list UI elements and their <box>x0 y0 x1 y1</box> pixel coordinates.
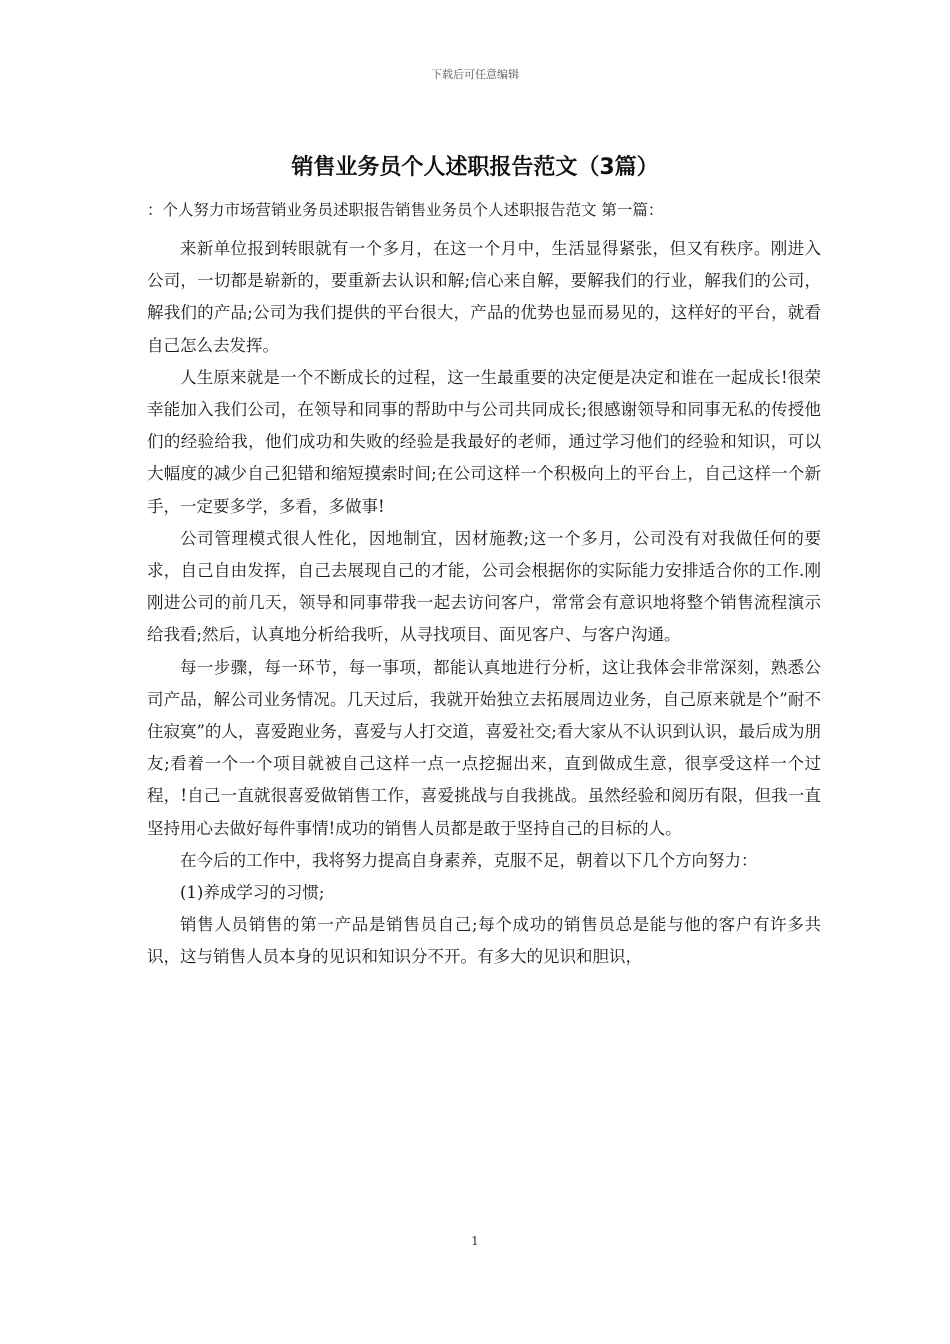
page-number: 1 <box>471 1234 479 1248</box>
paragraph-3: 公司管理模式很人性化，因地制宜，因材施教;这一个多月，公司没有对我做任何的要求，自己自由发挥，自己去展现自己的才能，公司会根据你的实际能力安排适合你的工作.刚刚进公司的前几天，领导和同事带我一起去访问客户，常常会有意识地将整个销售流程演示给我看;然后，认真地分析给我听，从寻找项目、面见客户、与客户沟通。 <box>147 528 821 645</box>
paragraph-6: (1)养成学习的习惯; <box>180 883 325 903</box>
paragraph-2: 人生原来就是一个不断成长的过程，这一生最重要的决定便是决定和谁在一起成长!很荣幸能加入我们公司，在领导和同事的帮助中与公司共同成长;很感谢领导和同事无私的传授他们的经验给我，他们成功和失败的经验是我最好的老师，通过学习他们的经验和知识，可以大幅度的减少自己犯错和缩短摸索时间;在公司这样一个积极向上的平台上，自己这样一个新手，一定要多学，多看，多做事! <box>147 367 821 516</box>
page-header-note: 下载后可任意编辑 <box>431 68 519 81</box>
paragraph-1: 来新单位报到转眼就有一个多月，在这一个月中，生活显得紧张，但又有秩序。刚进入公司，一切都是崭新的，要重新去认识和解;信心来自解，要解我们的行业，解我们的公司，解我们的产品;公司为我们提供的平台很大，产品的优势也显而易见的，这样好的平台，就看自己怎么去发挥。 <box>147 239 821 355</box>
paragraph-7: 销售人员销售的第一产品是销售员自己;每个成功的销售员总是能与他的客户有许多共识，这与销售人员本身的见识和知识分不开。有多大的见识和胆识， <box>147 915 821 967</box>
document-title: 销售业务员个人述职报告范文（3篇） <box>291 155 659 180</box>
paragraph-5: 在今后的工作中，我将努力提高自身素养，克服不足，朝着以下几个方向努力： <box>180 850 758 870</box>
document-intro: ：个人努力市场营销业务员述职报告销售业务员个人述职报告范文 第一篇： <box>147 201 664 219</box>
document-body <box>147 233 821 974</box>
paragraph-4: 每一步骤，每一环节，每一事项，都能认真地进行分析，这让我体会非常深刻，熟悉公司产品，解公司业务情况。几天过后，我就开始独立去拓展周边业务，自己原来就是个”耐不住寂寞”的人，喜爱跑业务，喜爱与人打交道，喜爱社交;看大家从不认识到认识，最后成为朋友;看着一个一个项目就被自己这样一点一点挖掘出来，直到做成生意，很享受这样一个过程，!自己一直就很喜爱做销售工作，喜爱挑战与自我挑战。虽然经验和阅历有限，但我一直坚持用心去做好每件事情!成功的销售人员都是敢于坚持自己的目标的人。 <box>147 657 821 838</box>
